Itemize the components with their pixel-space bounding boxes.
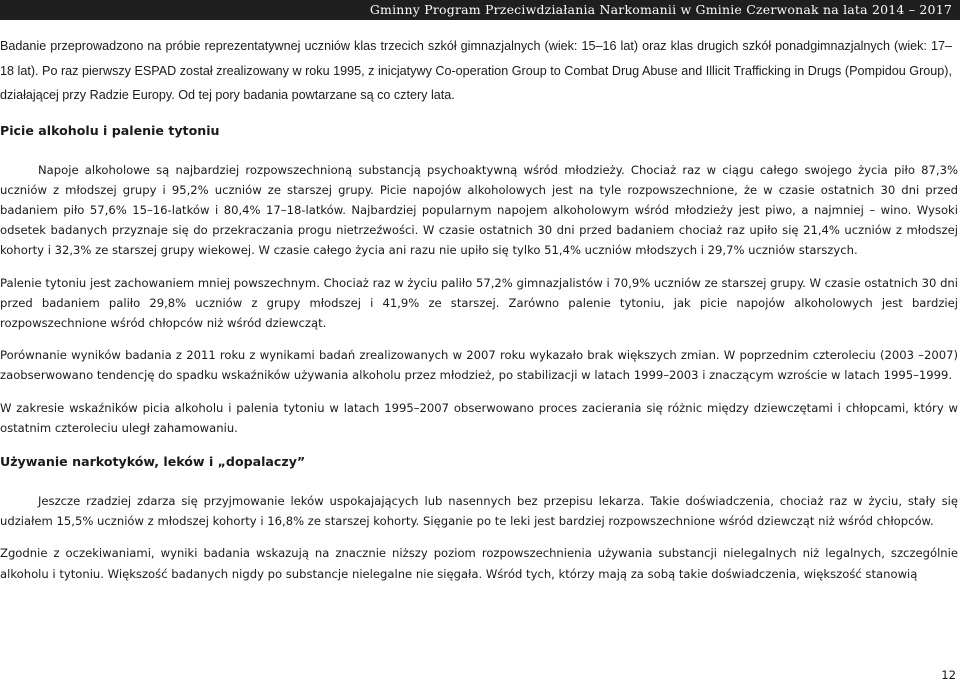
paragraph-drugs-illegal: Zgodnie z oczekiwaniami, wyniki badania wskazują na znacznie niższy poziom rozpowszechnienia używania substancji nielegalnych niż legalnych, szczególnie alkoholu i tytoniu. Większość badanych nigdy po substancje nielegalne nie sięgała. Wśród tych, którzy mają za sobą takie doświadczenia, większość stanowią [0,546,958,581]
section-heading-alcohol: Picie alkoholu i palenie tytoniu [0,122,220,138]
paragraph-drugs-medication: Jeszcze rzadziej zdarza się przyjmowanie leków uspokajających lub nasennych bez przepisu lekarza. Takie doświadczenia, chociaż raz w życiu, stały się udziałem 15,5% uczniów z młodszej kohorty i 16,8% ze starszej kohorty. Sięganie po te leki jest bardziej rozpowszechnione wśród dziewcząt niż wśród chłopców. [0,493,958,529]
paragraph-gender: W zakresie wskaźników picia alkoholu i palenia tytoniu w latach 1995–2007 obserwowano proces zacierania się różnic między dziewczętami i chłopcami, który w ostatnim czteroleciu uległ zahamowaniu. [0,400,958,435]
paragraph-comparison: Porównanie wyników badania z 2011 roku z wynikami badań zrealizowanych w 2007 roku wykazało brak większych zmian. W poprzednim czteroleciu (2003 –2007) zaobserwowano tendencję do spadku wskaźników używania alkoholu przez młodzież, po stabilizacji w latach 1999–2003 i znaczącym wzroście w latach 1995–1999. [0,348,958,383]
page-body [0,34,958,584]
header-title: Gminny Program Przeciwdziałania Narkomanii w Gminie Czerwonak na lata 2014 – 2017 [369,2,952,17]
paragraph-tobacco: Palenie tytoniu jest zachowaniem mniej powszechnym. Chociaż raz w życiu paliło 57,2% gimnazjalistów i 70,9% uczniów ze starszej grupy. W czasie ostatnich 30 dni przed badaniem paliło 29,8% uczniów z grupy młodszej i 41,9% ze starszej. Zarówno palenie tytoniu, jak picie napojów alkoholowych jest bardziej rozpowszechnione wśród chłopców niż wśród dziewcząt. [0,275,958,330]
page-number: 12 [941,668,956,682]
paragraph-alcohol: Napoje alkoholowe są najbardziej rozpowszechnioną substancją psychoaktywną wśród młodzieży. Chociaż raz w ciągu całego swojego życia piło 87,3% uczniów z młodszej grupy i 95,2% uczniów ze starszej grupy. Picie napojów alkoholowych jest na tyle rozpowszechnione, że w czasie ostatnich 30 dni przed badaniem piło 57,6% 15–16-latków i 80,4% 17–18-latków. Najbardziej popularnym napojem alkoholowym wśród młodzieży jest piwo, a najmniej – wino. Wysoki odsetek badanych przyznaje się do przekraczania progu nietrzeźwości. W czasie ostatnich 30 dni przed badaniem chociaż raz upiło się 21,4% uczniów z młodszej kohorty i 32,3% ze starszej grupy wiekowej. W czasie całego życia ani razu nie upiło się tylko 51,4% uczniów młodszych i 29,7% uczniów starszych. [0,162,958,258]
section-heading-drugs: Używanie narkotyków, leków i „dopalaczy” [0,453,306,469]
document-header [0,0,960,20]
intro-paragraph: Badanie przeprowadzono na próbie reprezentatywnej uczniów klas trzecich szkół gimnazjalnych (wiek: 15–16 lat) oraz klas drugich szkół ponadgimnazjalnych (wiek: 17–18 lat). Po raz pierwszy ESPAD został zrealizowany w roku 1995, z inicjatywy Co-operation Group to Combat Drug Abuse and Illicit Trafficking in Drugs (Pompidou Group), działającej przy Radzie Europy. Od tej pory badania powtarzane są co cztery lata. [0,39,952,102]
